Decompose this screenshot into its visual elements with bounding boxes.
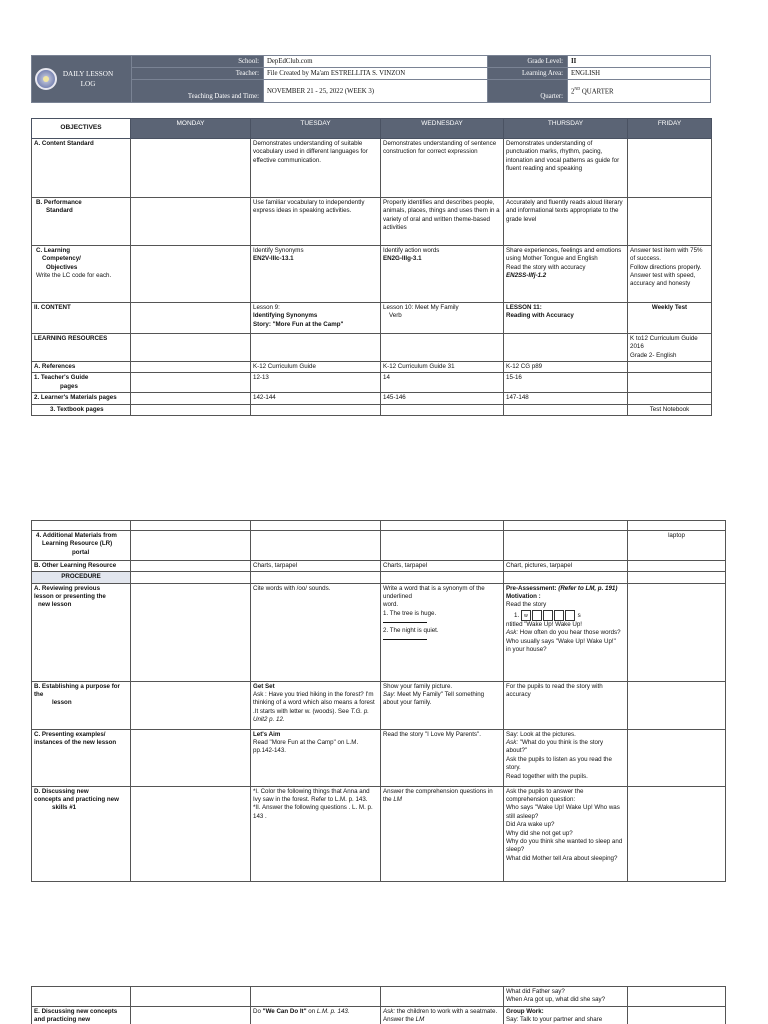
table-row xyxy=(32,572,726,583)
discussing-1-wed: Answer the comprehension questions in the LM xyxy=(381,786,504,881)
objectives-table xyxy=(31,118,712,416)
quarter-value: 2ND QUARTER xyxy=(568,80,711,103)
establishing-purpose-thu: For the pupils to read the story with accuracy xyxy=(504,681,628,729)
competency-fri: Answer test item with 75% of success. Follow directions properly. Answer test with speed, accuracy and honesty xyxy=(628,246,712,303)
table-row xyxy=(32,1006,726,1024)
discussing-1-tue: *I. Color the following things that Anna and Ivy saw in the forest. Refer to L.M. p. 143. *II. Answer the following questions . L. M. p. 143 . xyxy=(251,786,381,881)
references-tue: K-12 Curriculum Guide xyxy=(251,362,381,373)
performance-standard-thu: Accurately and fluently reads aloud literary and informational texts appropriate to the grade level xyxy=(504,198,628,246)
performance-standard-tue: Use familiar vocabulary to independently express ideas in speaking activities. xyxy=(251,198,381,246)
cell-mon xyxy=(131,681,251,729)
cell-mon xyxy=(131,1006,251,1024)
cell-fri xyxy=(628,393,712,404)
day-header-wednesday: WEDNESDAY xyxy=(381,119,504,139)
cell-fri xyxy=(628,561,726,572)
day-header-friday: FRIDAY xyxy=(628,119,712,139)
performance-standard-label: B. Performance Standard xyxy=(32,198,131,246)
table-row xyxy=(32,521,726,531)
answer-blank xyxy=(383,636,427,640)
procedure-table xyxy=(31,520,726,882)
teachers-guide-wed: 14 xyxy=(381,373,504,393)
table-row xyxy=(32,786,726,881)
table-row xyxy=(32,987,726,1007)
school-label: School: xyxy=(132,56,264,68)
other-resource-wed: Charts, tarpapel xyxy=(381,561,504,572)
table-row xyxy=(32,729,726,786)
content-standard-thu: Demonstrates understanding of punctuation marks, rhythm, pacing, intonation and vocal patterns as guide for fluent reading and speaking xyxy=(504,139,628,198)
day-header-monday: MONDAY xyxy=(131,119,251,139)
learning-resources-fri: K to12 Curriculum Guide 2016 Grade 2- English xyxy=(628,334,712,362)
cell-wed xyxy=(381,404,504,415)
additional-materials-fri: laptop xyxy=(628,531,726,561)
table-row xyxy=(32,373,712,393)
table-row xyxy=(32,362,712,373)
answer-blank xyxy=(383,619,427,623)
content-wed: Lesson 10: Meet My Family Verb xyxy=(381,303,504,334)
table-row xyxy=(32,139,712,198)
table-row xyxy=(32,334,712,362)
cell-tue xyxy=(251,334,381,362)
cell-mon xyxy=(131,561,251,572)
cell-mon xyxy=(131,373,251,393)
teacher-label: Teacher: xyxy=(132,68,264,80)
competency-tue: Identify Synonyms EN2V-IIIc-13.1 xyxy=(251,246,381,303)
teachers-guide-label: 1. Teacher's Guide pages xyxy=(32,373,131,393)
textbook-pages-fri: Test Notebook xyxy=(628,404,712,415)
teachers-guide-thu: 15-16 xyxy=(504,373,628,393)
cell-wed xyxy=(381,334,504,362)
other-resource-label: B. Other Learning Resource xyxy=(32,561,131,572)
content-tue: Lesson 9: Identifying Synonyms Story: "More Fun at the Camp" xyxy=(251,303,381,334)
reviewing-tue: Cite words with /oo/ sounds. xyxy=(251,583,381,681)
discussing-1-label: D. Discussing new concepts and practicing new skills #1 xyxy=(32,786,131,881)
day-header-thursday: THURSDAY xyxy=(504,119,628,139)
table-row xyxy=(32,404,712,415)
cell-mon xyxy=(131,583,251,681)
discussing-2-label: E. Discussing new concepts and practicing new xyxy=(32,1006,131,1024)
learners-materials-label: 2. Learner's Materials pages xyxy=(32,393,131,404)
discussing-2-tue: Do "We Can Do It" on L.M. p. 143. xyxy=(251,1006,381,1024)
discussing-1-thu: Ask the pupils to answer the comprehension question: Who says "Wake Up! Wake Up! Who was still asleep? Did Ara wake up? Why did she not get up? Why do you think she wanted to sleep and sleep? What did Mother tell Ara about sleeping? xyxy=(504,786,628,881)
establishing-purpose-wed: Show your family picture. Say: Meet My Family" Tell something about your family. xyxy=(381,681,504,729)
presenting-examples-label: C. Presenting examples/ instances of the new lesson xyxy=(32,729,131,786)
teacher-value: File Created by Ma'am ESTRELLITA S. VINZON xyxy=(264,68,488,80)
letter-boxes: w xyxy=(521,610,576,621)
content-label: II. CONTENT xyxy=(32,303,131,334)
presenting-examples-tue: Let's Aim Read "More Fun at the Camp" on L.M. pp.142-143. xyxy=(251,729,381,786)
other-resource-thu: Chart, pictures, tarpapel xyxy=(504,561,628,572)
presenting-examples-thu: Say: Look at the pictures. Ask: "What do you think is the story about?" Ask the pupils to listen as you read the story. Read together with the pupils. xyxy=(504,729,628,786)
cell-fri xyxy=(628,373,712,393)
establishing-purpose-label: B. Establishing a purpose for the lesson xyxy=(32,681,131,729)
content-standard-wed: Demonstrates understanding of sentence construction for correct expression xyxy=(381,139,504,198)
day-header-tuesday: TUESDAY xyxy=(251,119,381,139)
cell-mon xyxy=(131,729,251,786)
cell-mon xyxy=(131,139,251,198)
table-row xyxy=(32,303,712,334)
table-row xyxy=(32,583,726,681)
cell-fri xyxy=(628,198,712,246)
content-fri: Weekly Test xyxy=(628,303,712,334)
cell-fri xyxy=(628,1006,726,1024)
cell-mon xyxy=(131,303,251,334)
cell-fri xyxy=(628,681,726,729)
presenting-examples-wed: Read the story "I Love My Parents". xyxy=(381,729,504,786)
cell-tue xyxy=(251,404,381,415)
dates-label: Teaching Dates and Time: xyxy=(132,80,264,103)
discussing-2-thu: Group Work: Say: Talk to your partner and share xyxy=(504,1006,628,1024)
cell-wed xyxy=(381,531,504,561)
reviewing-label: A. Reviewing previous lesson or presenting the new lesson xyxy=(32,583,131,681)
content-standard-tue: Demonstrates understanding of suitable vocabulary used in different languages for effective communication. xyxy=(251,139,381,198)
establishing-purpose-tue: Get Set Ask : Have you tried hiking in the forest? I'm thinking of a word which also means a forest .It starts with letter w. (woods). See T.G. p. Unit2 p. 12. xyxy=(251,681,381,729)
cell-mon xyxy=(131,393,251,404)
learners-materials-thu: 147-148 xyxy=(504,393,628,404)
reviewing-wed: Write a word that is a synonym of the underlined word. 1. The tree is huge. 2. The night is quiet. xyxy=(381,583,504,681)
learning-area-value: ENGLISH xyxy=(568,68,711,80)
school-value: DepEdClub.com xyxy=(264,56,488,68)
learners-materials-tue: 142-144 xyxy=(251,393,381,404)
cell-thu xyxy=(504,404,628,415)
cell-thu xyxy=(504,334,628,362)
continuation-thu: What did Father say? When Ara got up, what did she say? xyxy=(504,987,628,1007)
cell-fri xyxy=(628,362,712,373)
references-wed: K-12 Curriculum Guide 31 xyxy=(381,362,504,373)
quarter-label: Quarter: xyxy=(488,80,568,103)
competency-wed: Identify action words EN2G-IIIg-3.1 xyxy=(381,246,504,303)
cell-mon xyxy=(131,531,251,561)
learners-materials-wed: 145-146 xyxy=(381,393,504,404)
cell-tue xyxy=(251,531,381,561)
cell-mon xyxy=(131,246,251,303)
cell-mon xyxy=(131,786,251,881)
cell-fri xyxy=(628,786,726,881)
competency-label: C. Learning Competency/ Objectives Write the LC code for each. xyxy=(32,246,131,303)
learning-area-label: Learning Area: xyxy=(488,68,568,80)
procedure-label: PROCEDURE xyxy=(32,572,131,583)
cell-thu xyxy=(504,531,628,561)
cell-mon xyxy=(131,404,251,415)
cell-mon xyxy=(131,334,251,362)
cell-fri xyxy=(628,583,726,681)
content-thu: LESSON 11: Reading with Accuracy xyxy=(504,303,628,334)
table-row xyxy=(32,198,712,246)
table-row xyxy=(32,681,726,729)
header-table xyxy=(31,55,711,103)
table-row xyxy=(32,246,712,303)
dll-title: DAILY LESSON LOG xyxy=(62,70,114,89)
logo-block xyxy=(32,56,132,103)
performance-standard-wed: Properly identifies and describes people, animals, places, things and uses them in a variety of oral and written theme-based activities xyxy=(381,198,504,246)
cell-fri xyxy=(628,729,726,786)
objectives-header: OBJECTIVES xyxy=(32,119,131,139)
references-thu: K-12 CG p89 xyxy=(504,362,628,373)
grade-level-value: II xyxy=(568,56,711,68)
cell-mon xyxy=(131,362,251,373)
other-resource-tue: Charts, tarpapel xyxy=(251,561,381,572)
table-row xyxy=(32,561,726,572)
teachers-guide-tue: 12-13 xyxy=(251,373,381,393)
reviewing-thu: Pre-Assessment: (Refer to LM, p. 191) Motivation : Read the story 1. w s ntitled "Wake Up! Wake Up! Ask: How often do you hear those words? Who usually says "Wake Up! Wake Up!" in your house? xyxy=(504,583,628,681)
textbook-pages-label: 3. Textbook pages xyxy=(32,404,131,415)
dates-value: NOVEMBER 21 - 25, 2022 (WEEK 3) xyxy=(264,80,488,103)
learning-resources-label: LEARNING RESOURCES xyxy=(32,334,131,362)
table-row xyxy=(32,393,712,404)
additional-materials-label: 4. Additional Materials from Learning Resource (LR) portal xyxy=(32,531,131,561)
deped-seal-icon xyxy=(35,68,57,90)
cell-fri xyxy=(628,139,712,198)
discussing-2-wed: Ask: the children to work with a seatmate. Answer the LM xyxy=(381,1006,504,1024)
content-standard-label: A. Content Standard xyxy=(32,139,131,198)
references-label: A. References xyxy=(32,362,131,373)
continuation-table xyxy=(31,986,726,1024)
cell-mon xyxy=(131,198,251,246)
grade-level-label: Grade Level: xyxy=(488,56,568,68)
table-row xyxy=(32,531,726,561)
competency-thu: Share experiences, feelings and emotions using Mother Tongue and English Read the story with accuracy EN2SS-IIfj-1.2 xyxy=(504,246,628,303)
